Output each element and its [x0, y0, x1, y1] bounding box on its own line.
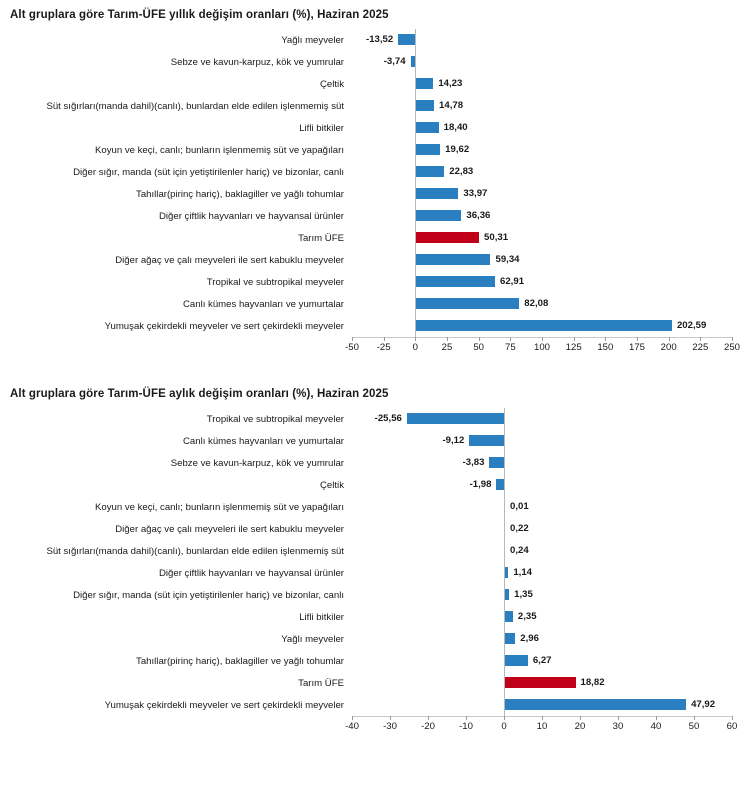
- x-axis-tick-label: 175: [628, 342, 646, 353]
- chart-bar-row: [0, 315, 750, 337]
- bar-track: [352, 293, 750, 315]
- bar: [415, 188, 458, 199]
- x-axis-tick: [542, 716, 543, 720]
- bar-value-label: 50,31: [484, 232, 509, 243]
- bar-category-label: Yumuşak çekirdekli meyveler ve sert çekirdekli meyveler: [104, 320, 344, 332]
- bar: [469, 435, 504, 446]
- chart-monthly-x-axis: [0, 716, 750, 734]
- x-axis-tick-label: 75: [504, 342, 516, 353]
- bar-category-label: Diğer çiftlik hayvanları ve hayvansal ürünler: [158, 567, 344, 579]
- bar: [415, 276, 495, 287]
- chart-bar-row: [0, 628, 750, 650]
- bar: [415, 320, 672, 331]
- chart-bar-row: [0, 73, 750, 95]
- bar: [415, 210, 461, 221]
- chart-monthly-plot: [0, 408, 750, 734]
- x-axis-tick: [574, 337, 575, 341]
- bar: [496, 479, 504, 490]
- bar-track: [352, 694, 750, 716]
- bar: [415, 100, 434, 111]
- bar: [415, 144, 440, 155]
- chart-bar-row: [0, 694, 750, 716]
- bar-track: [352, 628, 750, 650]
- bar-value-label: 47,92: [691, 699, 716, 710]
- chart-bar-row: [0, 606, 750, 628]
- chart-annual: [0, 0, 750, 355]
- chart-bar-row: [0, 249, 750, 271]
- chart-bar-row: [0, 227, 750, 249]
- chart-bar-row: [0, 474, 750, 496]
- chart-bar-row: [0, 183, 750, 205]
- bar-track: [352, 95, 750, 117]
- x-axis-tick: [466, 716, 467, 720]
- bar-value-label: 2,96: [520, 633, 539, 644]
- bar-track: [352, 408, 750, 430]
- x-axis-tick-label: 30: [612, 721, 624, 732]
- x-axis-tick: [669, 337, 670, 341]
- bar-value-label: 14,78: [439, 100, 464, 111]
- bar-value-label: 36,36: [466, 210, 491, 221]
- x-axis-tick: [700, 337, 701, 341]
- bar-track: [352, 518, 750, 540]
- bar-category-label: Sebze ve kavun-karpuz, kök ve yumrular: [170, 457, 344, 469]
- chart-monthly-bars: [0, 408, 750, 716]
- x-axis-tick-label: 200: [660, 342, 677, 353]
- x-axis-tick: [694, 716, 695, 720]
- chart-monthly-title: Alt gruplara göre Tarım-ÜFE aylık değişim oranları (%), Haziran 2025: [10, 388, 389, 400]
- x-axis-tick-label: 50: [473, 342, 484, 353]
- bar-category-label: Diğer sığır, manda (süt için yetiştirilenler hariç) ve bizonlar, canlı: [73, 166, 344, 178]
- bar-value-label: 1,14: [513, 567, 533, 578]
- x-axis-tick-label: 125: [565, 342, 582, 353]
- x-axis-tick: [732, 337, 733, 341]
- zero-axis-line: [504, 408, 505, 716]
- bar-track: [352, 249, 750, 271]
- x-axis-tick-label: 0: [412, 342, 418, 353]
- x-axis-tick: [479, 337, 480, 341]
- x-axis-tick: [415, 337, 416, 341]
- bar: [415, 78, 433, 89]
- bar-value-label: -1,98: [469, 479, 492, 490]
- x-axis-tick-label: 40: [650, 721, 662, 732]
- bar-value-label: 6,27: [532, 655, 552, 666]
- chart-bar-row: [0, 293, 750, 315]
- chart-bar-row: [0, 672, 750, 694]
- bar-track: [352, 73, 750, 95]
- bar-track: [352, 161, 750, 183]
- chart-bar-row: [0, 271, 750, 293]
- chart-bar-row: [0, 161, 750, 183]
- bar-value-label: 0,01: [510, 501, 529, 512]
- bar-value-label: 1,35: [514, 589, 533, 600]
- bar-category-label: Sebze ve kavun-karpuz, kök ve yumrular: [170, 56, 344, 68]
- bar-value-label: 62,91: [500, 276, 525, 287]
- x-axis-tick: [504, 716, 505, 720]
- x-axis-tick-label: 250: [723, 342, 741, 353]
- chart-bar-row: [0, 584, 750, 606]
- bar: [407, 413, 504, 424]
- chart-bar-row: [0, 496, 750, 518]
- x-axis-tick: [428, 716, 429, 720]
- bar-category-label: Tropikal ve subtropikal meyveler: [206, 276, 344, 288]
- bar-category-label: Tahıllar(pirinç hariç), baklagiller ve yağlı tohumlar: [136, 655, 344, 667]
- bar-track: [352, 183, 750, 205]
- bar-value-label: 82,08: [524, 298, 549, 309]
- x-axis-tick-label: -10: [459, 721, 473, 732]
- bar-category-label: Çeltik: [320, 479, 344, 491]
- bar-track: [352, 496, 750, 518]
- bar-category-label: Diğer sığır, manda (süt için yetiştirilenler hariç) ve bizonlar, canlı: [73, 589, 344, 601]
- bar-value-label: 59,34: [495, 254, 520, 265]
- x-axis-tick-label: -30: [383, 721, 397, 732]
- bar-category-label: Yumuşak çekirdekli meyveler ve sert çekirdekli meyveler: [104, 699, 344, 711]
- bar: [504, 699, 686, 710]
- bar-value-label: 202,59: [676, 320, 707, 331]
- bar-value-label: -25,56: [374, 413, 402, 424]
- bar-category-label: Lifli bitkiler: [299, 122, 344, 134]
- bar-value-label: -3,74: [383, 56, 406, 67]
- bar-track: [352, 584, 750, 606]
- x-axis-tick: [732, 716, 733, 720]
- x-axis-tick: [637, 337, 638, 341]
- bar-track: [352, 51, 750, 73]
- bar-value-label: -13,52: [366, 34, 394, 45]
- chart-annual-x-axis: [0, 337, 750, 355]
- x-axis-tick: [384, 337, 385, 341]
- bar-track: [352, 672, 750, 694]
- bar-track: [352, 562, 750, 584]
- bar-category-label: Çeltik: [320, 78, 344, 90]
- x-axis-tick-label: -20: [421, 721, 435, 732]
- bar-category-label: Koyun ve keçi, canlı; bunların işlenmemiş süt ve yapağıları: [94, 144, 344, 156]
- bar-track: [352, 205, 750, 227]
- x-axis-tick: [618, 716, 619, 720]
- x-axis-tick: [580, 716, 581, 720]
- bar-category-label: Yağlı meyveler: [281, 34, 344, 46]
- chart-monthly: [0, 379, 750, 734]
- x-axis-tick-label: -40: [345, 721, 359, 732]
- x-axis-tick-label: 0: [501, 721, 507, 732]
- chart-bar-row: [0, 205, 750, 227]
- bar-category-label: Diğer ağaç ve çalı meyveleri ile sert kabuklu meyveler: [115, 254, 344, 266]
- chart-bar-row: [0, 540, 750, 562]
- x-axis-tick: [352, 716, 353, 720]
- x-axis-tick-label: 10: [536, 721, 548, 732]
- bar-track: [352, 474, 750, 496]
- x-axis-tick-label: 100: [533, 342, 551, 353]
- x-axis-tick: [510, 337, 511, 341]
- x-axis-tick: [447, 337, 448, 341]
- bar-highlight: [504, 677, 576, 688]
- x-axis-tick: [390, 716, 391, 720]
- bar-category-label: Diğer ağaç ve çalı meyveleri ile sert kabuklu meyveler: [115, 523, 344, 535]
- bar-value-label: 18,82: [580, 677, 605, 688]
- x-axis-tick-label: 25: [441, 342, 453, 353]
- bar: [504, 633, 515, 644]
- bar-track: [352, 452, 750, 474]
- bar-category-label: Tahıllar(pirinç hariç), baklagiller ve yağlı tohumlar: [136, 188, 344, 200]
- bar: [415, 122, 438, 133]
- bar: [415, 298, 519, 309]
- bar-category-label: Canlı kümes hayvanları ve yumurtalar: [182, 298, 344, 310]
- x-axis-tick-label: 50: [688, 721, 700, 732]
- bar-category-label: Diğer çiftlik hayvanları ve hayvansal ürünler: [158, 210, 344, 222]
- chart-bar-row: [0, 95, 750, 117]
- bar-track: [352, 430, 750, 452]
- x-axis-tick-label: 60: [726, 721, 738, 732]
- bar-track: [352, 606, 750, 628]
- bar-value-label: 22,83: [449, 166, 474, 177]
- chart-bar-row: [0, 117, 750, 139]
- bar-track: [352, 117, 750, 139]
- bar-track: [352, 271, 750, 293]
- x-axis-tick-label: 225: [692, 342, 709, 353]
- bar-category-label: Tarım ÜFE: [298, 677, 344, 689]
- x-axis-tick: [542, 337, 543, 341]
- bar-track: [352, 315, 750, 337]
- bar-value-label: 2,35: [517, 611, 537, 622]
- chart-bar-row: [0, 562, 750, 584]
- chart-annual-bars: [0, 29, 750, 337]
- bar-category-label: Tropikal ve subtropikal meyveler: [206, 413, 344, 425]
- x-axis-tick-label: -25: [376, 342, 391, 353]
- bar-value-label: -9,12: [442, 435, 465, 446]
- bar-track: [352, 139, 750, 161]
- bar-value-label: -3,83: [462, 457, 485, 468]
- chart-annual-plot: [0, 29, 750, 355]
- x-axis-tick: [605, 337, 606, 341]
- bar-category-label: Süt sığırları(manda dahil)(canlı), bunlardan elde edilen işlenmemiş süt: [46, 545, 344, 557]
- bar-track: [352, 29, 750, 51]
- chart-bar-row: [0, 51, 750, 73]
- bar-value-label: 18,40: [443, 122, 468, 133]
- bar-category-label: Yağlı meyveler: [281, 633, 344, 645]
- bar-category-label: Süt sığırları(manda dahil)(canlı), bunlardan elde edilen işlenmemiş süt: [46, 100, 344, 112]
- chart-annual-title: Alt gruplara göre Tarım-ÜFE yıllık değişim oranları (%), Haziran 2025: [10, 9, 389, 21]
- bar-value-label: 19,62: [445, 144, 470, 155]
- bar-category-label: Tarım ÜFE: [298, 232, 344, 244]
- bar-value-label: 0,24: [510, 545, 529, 556]
- bar: [504, 611, 513, 622]
- bar-category-label: Koyun ve keçi, canlı; bunların işlenmemiş süt ve yapağıları: [94, 501, 344, 513]
- x-axis-tick-label: 20: [574, 721, 586, 732]
- bar-highlight: [415, 232, 479, 243]
- bar-value-label: 14,23: [438, 78, 463, 89]
- bar: [415, 254, 490, 265]
- x-axis-tick-label: 150: [597, 342, 614, 353]
- x-axis-tick: [656, 716, 657, 720]
- bar-category-label: Lifli bitkiler: [299, 611, 344, 623]
- chart-bar-row: [0, 408, 750, 430]
- zero-axis-line: [415, 29, 416, 337]
- chart-bar-row: [0, 430, 750, 452]
- bar: [415, 166, 444, 177]
- bar: [398, 34, 415, 45]
- bar-category-label: Canlı kümes hayvanları ve yumurtalar: [182, 435, 344, 447]
- x-axis-tick-label: -50: [345, 342, 359, 353]
- chart-bar-row: [0, 518, 750, 540]
- bar-track: [352, 227, 750, 249]
- bar: [504, 655, 528, 666]
- chart-bar-row: [0, 650, 750, 672]
- bar: [489, 457, 504, 468]
- chart-bar-row: [0, 452, 750, 474]
- chart-bar-row: [0, 139, 750, 161]
- bar-value-label: 0,22: [510, 523, 529, 534]
- chart-bar-row: [0, 29, 750, 51]
- bar-track: [352, 540, 750, 562]
- bar-value-label: 33,97: [463, 188, 488, 199]
- x-axis-tick: [352, 337, 353, 341]
- bar-track: [352, 650, 750, 672]
